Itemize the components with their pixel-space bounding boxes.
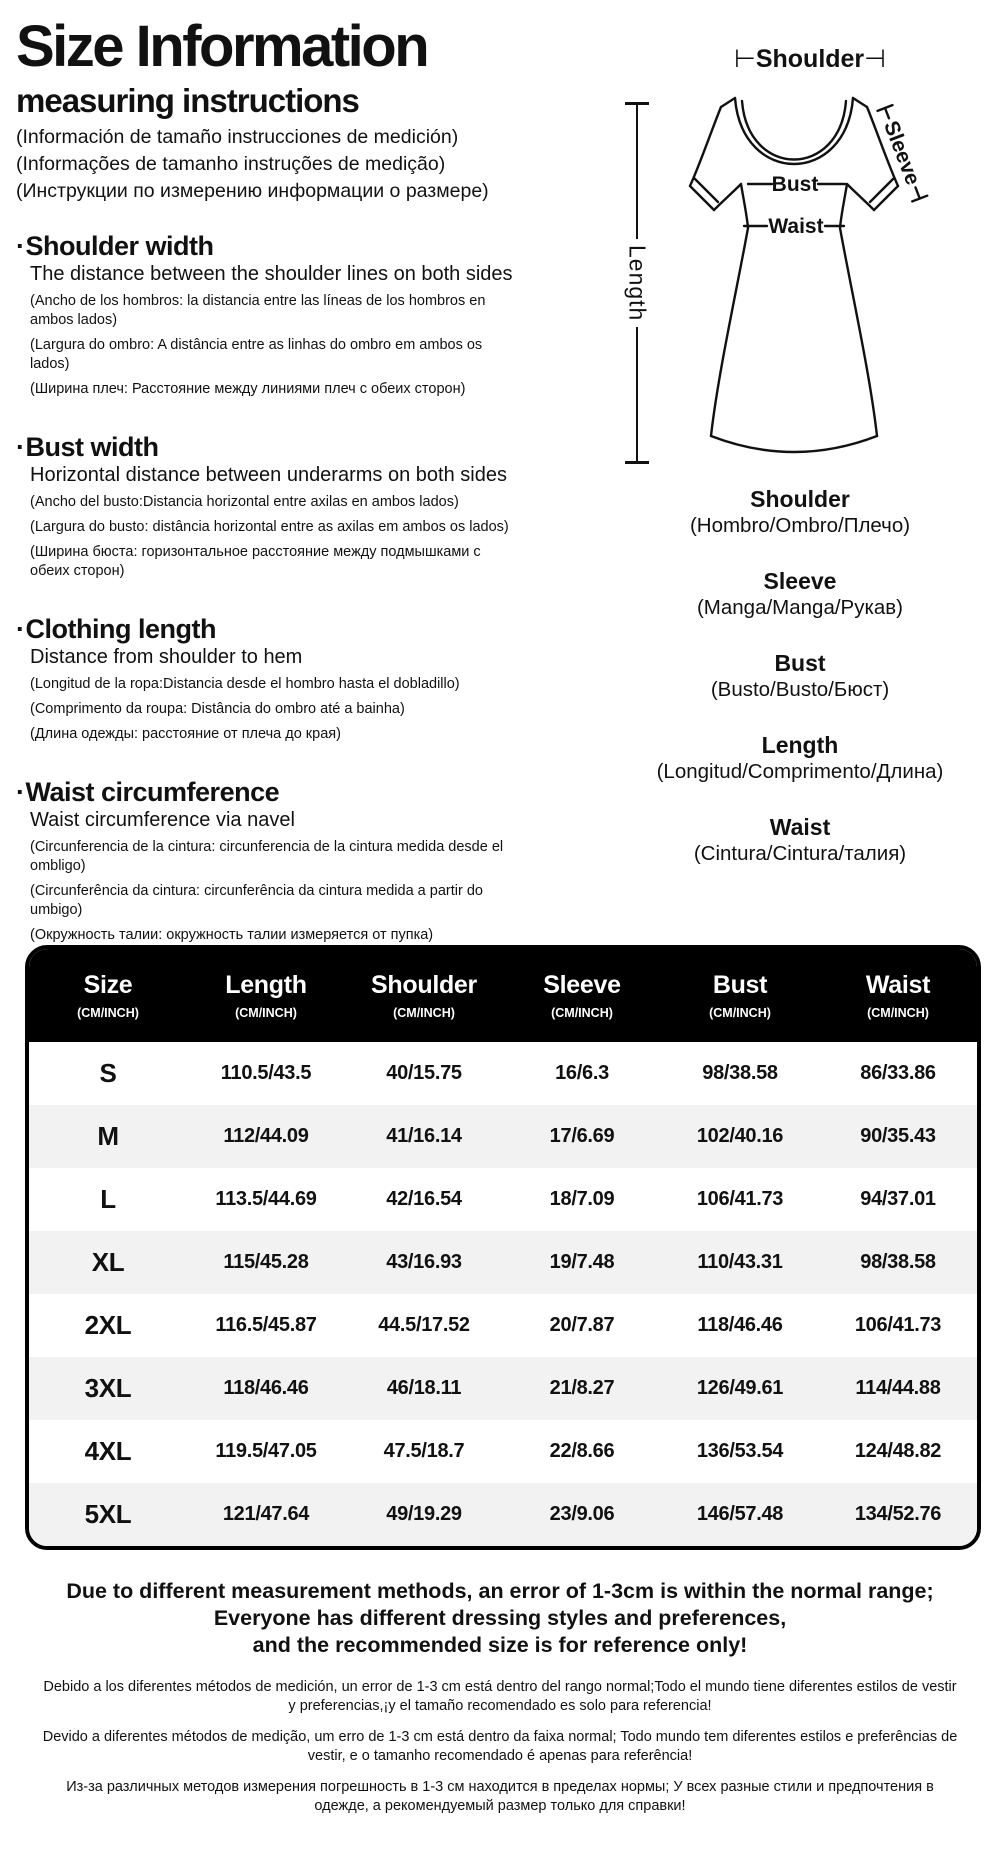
value-cell: 98/38.58 [860,1251,936,1273]
section-description: Horizontal distance between underarms on both sides [30,464,507,486]
size-cell: XL [91,1247,125,1277]
value-cell: 43/16.93 [386,1251,462,1273]
value-cell: 102/40.16 [696,1125,784,1147]
value-cell: 86/33.86 [860,1062,936,1084]
legend-term: Shoulder [750,486,850,512]
notice-line: Everyone has different dressing styles and preferences, [213,1606,787,1630]
value-cell: 126/49.61 [696,1377,784,1399]
shoulder-measure-text: Shoulder [755,45,865,73]
value-cell: 47.5/18.7 [383,1440,465,1462]
value-cell: 23/9.06 [549,1503,615,1525]
right-tick-glyph: ⊣ [864,45,886,73]
notice-line: and the recommended size is for reference only! [252,1633,748,1657]
unit-note: (CM/INCH) [551,1006,613,1020]
column-label: Waist [865,971,931,999]
value-cell: 18/7.09 [549,1188,615,1210]
section-translation: (Circunferencia de la cintura: circunferencia de la cintura medida desde el ombligo) [30,839,504,874]
waist-measure-text: Waist [768,215,824,238]
sleeve-measure [874,104,930,203]
column-header [503,971,661,1020]
size-cell: 3XL [84,1373,132,1403]
value-cell: 146/57.48 [696,1503,784,1525]
length-line-upper [636,105,639,239]
table-header-row [29,949,977,1042]
size-cell: 5XL [84,1499,132,1529]
value-cell: 116.5/45.87 [215,1314,317,1336]
value-cell: 16/6.3 [555,1062,609,1084]
size-table [25,945,981,1550]
column-label: Sleeve [543,971,621,999]
section-description: Distance from shoulder to hem [30,646,303,668]
section-translation: (Ancho del busto:Distancia horizontal entre axilas en ambos lados) [30,494,459,510]
neckline-outer [735,98,853,164]
section-heading-text: Shoulder width [25,231,214,261]
legend-term: Waist [769,814,831,840]
disclaimer-translations [0,1678,1000,1815]
unit-note: (CM/INCH) [393,1006,455,1020]
value-cell: 110/43.31 [697,1251,783,1273]
value-cell: 21/8.27 [549,1377,615,1399]
body-left-edge [711,184,748,436]
value-cell: 136/53.54 [696,1440,784,1462]
length-line-lower [636,327,639,461]
value-cell: 94/37.01 [860,1188,936,1210]
size-cell: 2XL [84,1310,132,1340]
section-description: Waist circumference via navel [30,809,295,831]
value-cell: 41/16.14 [386,1125,462,1147]
legend-item [580,732,1000,784]
table-row [29,1105,977,1168]
column-label: Shoulder [371,971,477,999]
right-sleeve-cuff-inner [870,178,894,202]
section-translation: (Largura do busto: distância horizontal entre as axilas em ambos os lados) [30,519,509,535]
section-translation: (Ширина бюста: горизонтальное расстояние между подмышками с обеих сторон) [30,544,481,579]
section-translation: (Largura do ombro: A distância entre as linhas do ombro em ambos os lados) [30,337,483,372]
column-header [29,971,187,1020]
legend-term: Sleeve [763,568,837,594]
value-cell: 17/6.69 [549,1125,615,1147]
body-right-edge [840,184,877,436]
legend-translation: (Manga/Manga/Рукав) [696,596,904,619]
subtitle-translation: (Инструкции по измерению информации о размере) [16,180,489,202]
measurement-sections [16,231,521,945]
page-subtitle: measuring instructions [16,82,359,119]
value-cell: 114/44.88 [855,1377,941,1399]
section-translation: (Comprimento da roupa: Distância do ombro até a bainha) [30,701,405,717]
value-cell: 49/19.29 [386,1503,462,1525]
value-cell: 42/16.54 [386,1188,462,1210]
unit-note: (CM/INCH) [709,1006,771,1020]
section-heading-text: Clothing length [25,614,216,644]
table-body [29,1042,977,1546]
value-cell: 44.5/17.52 [378,1314,470,1336]
section-heading [16,432,521,462]
value-cell: 90/35.43 [860,1125,936,1147]
value-cell: 112/44.09 [223,1125,309,1147]
bust-measure-text: Bust [771,173,819,196]
value-cell: 106/41.73 [696,1188,784,1210]
column-header [345,971,503,1020]
section-translation: (Longitud de la ropa:Distancia desde el hombro hasta el dobladillo) [30,676,460,692]
measuring-instructions-column [16,14,521,945]
legend-translation: (Cintura/Cintura/талия) [693,842,907,865]
notice-translation: Devido a diferentes métodos de medição, um erro de 1-3 cm está dentro da faixa normal; Todo mundo tem diferentes estilos e preferências de vestir, e o tamanho recomendado é apenas para referência! [42,1729,958,1764]
column-label: Size [83,971,133,999]
section-description: The distance between the shoulder lines on both sides [30,263,513,285]
value-cell: 40/15.75 [386,1062,462,1084]
legend-item [580,568,1000,620]
section-heading-text: Bust width [25,432,159,462]
column-header [819,971,977,1020]
size-cell: S [99,1058,117,1088]
dress-diagram [664,84,932,476]
table-row [29,1294,977,1357]
value-cell: 119.5/47.05 [215,1440,317,1462]
table-row [29,1483,977,1546]
length-measure [624,102,650,464]
section-translation: (Circunferência da cintura: circunferência da cintura medida a partir do umbigo) [30,883,483,918]
measure-section [16,777,521,945]
legend-item [580,650,1000,702]
right-underarm [847,184,874,210]
legend-translation: (Busto/Busto/Бюст) [710,678,890,701]
left-sleeve-outer [690,107,721,186]
disclaimer-notice [0,1578,1000,1659]
left-underarm [714,184,741,210]
measure-section [16,432,521,581]
bullet-glyph: · [16,777,25,807]
subtitle-translations [16,124,521,204]
unit-note: (CM/INCH) [235,1006,297,1020]
value-cell: 113.5/44.69 [215,1188,317,1210]
value-cell: 121/47.64 [222,1503,310,1525]
size-cell: L [100,1184,116,1214]
value-cell: 22/8.66 [549,1440,615,1462]
value-cell: 19/7.48 [549,1251,615,1273]
size-cell: M [97,1121,119,1151]
value-cell: 118/46.46 [223,1377,309,1399]
sleeve-line-upper [885,108,889,118]
length-measure-text: Length [624,244,651,322]
column-header [187,971,345,1020]
value-cell: 118/46.46 [697,1314,783,1336]
notice-translation: Из-за различных методов измерения погрешность в 1-3 см находится в пределах нормы; У всех разные стили и предпочтения в одежде, а рекомендуемый размер только для справки! [66,1779,934,1814]
value-cell: 98/38.58 [702,1062,778,1084]
value-cell: 20/7.87 [549,1314,615,1336]
hem-curve [711,436,877,452]
table-row [29,1168,977,1231]
section-heading [16,231,521,261]
notice-translation: Debido a los diferentes métodos de medición, un error de 1-3 cm está dentro del rango normal;Todo el mundo tiene diferentes estilos de vestir y preferencias,¡y el tamaño recomendado es solo para referencia! [43,1679,957,1714]
column-header [661,971,819,1020]
notice-line: Due to different measurement methods, an error of 1-3cm is within the normal range; [66,1579,934,1603]
section-heading [16,614,521,644]
unit-note: (CM/INCH) [77,1006,139,1020]
table-row [29,1042,977,1105]
measurement-legend [580,486,1000,896]
value-cell: 110.5/43.5 [220,1062,312,1084]
length-bottom-tick [625,461,649,464]
left-tick-glyph: ⊢ [734,45,756,73]
shoulder-measure-label [700,44,920,74]
measure-section [16,614,521,744]
section-heading-text: Waist circumference [25,777,280,807]
subtitle-translation: (Información de tamaño instrucciones de medición) [16,126,459,148]
bullet-glyph: · [16,432,25,462]
section-translation: (Ширина плеч: Расстояние между линиями плеч с обеих сторон) [30,381,466,397]
sleeve-line-lower [915,187,919,198]
legend-translation: (Longitud/Comprimento/Длина) [656,760,944,783]
unit-note: (CM/INCH) [867,1006,929,1020]
page-title: Size Information [16,14,428,79]
bullet-glyph: · [16,231,25,261]
sleeve-measure-text: Sleeve [879,117,925,189]
value-cell: 124/48.82 [854,1440,942,1462]
legend-translation: (Hombro/Ombro/Плечо) [689,514,911,537]
left-shoulder-edge [721,98,735,107]
measure-section [16,231,521,399]
left-sleeve-cuff [690,186,714,210]
legend-term: Length [761,732,839,758]
section-translation: (Окружность талии: окружность талии измеряется от пупка) [30,927,434,943]
legend-term: Bust [774,650,826,676]
right-shoulder-edge [853,98,867,107]
legend-item [580,814,1000,866]
table-row [29,1357,977,1420]
column-label: Bust [712,971,768,999]
section-translation: (Длина одежды: расстояние от плеча до края) [30,726,341,742]
value-cell: 106/41.73 [854,1314,942,1336]
value-cell: 134/52.76 [854,1503,942,1525]
subtitle-translation: (Informações de tamanho instruções de medição) [16,153,446,175]
section-heading [16,777,521,807]
table-row [29,1420,977,1483]
legend-item [580,486,1000,538]
disclaimer-footer [0,1578,1000,1815]
section-translation: (Ancho de los hombros: la distancia entre las líneas de los hombros en ambos lados) [30,293,486,328]
value-cell: 46/18.11 [386,1377,462,1399]
size-cell: 4XL [84,1436,132,1466]
column-label: Length [225,971,307,999]
right-sleeve-cuff [874,186,898,210]
bullet-glyph: · [16,614,25,644]
left-sleeve-cuff-inner [694,178,718,202]
table-row [29,1231,977,1294]
value-cell: 115/45.28 [223,1251,309,1273]
